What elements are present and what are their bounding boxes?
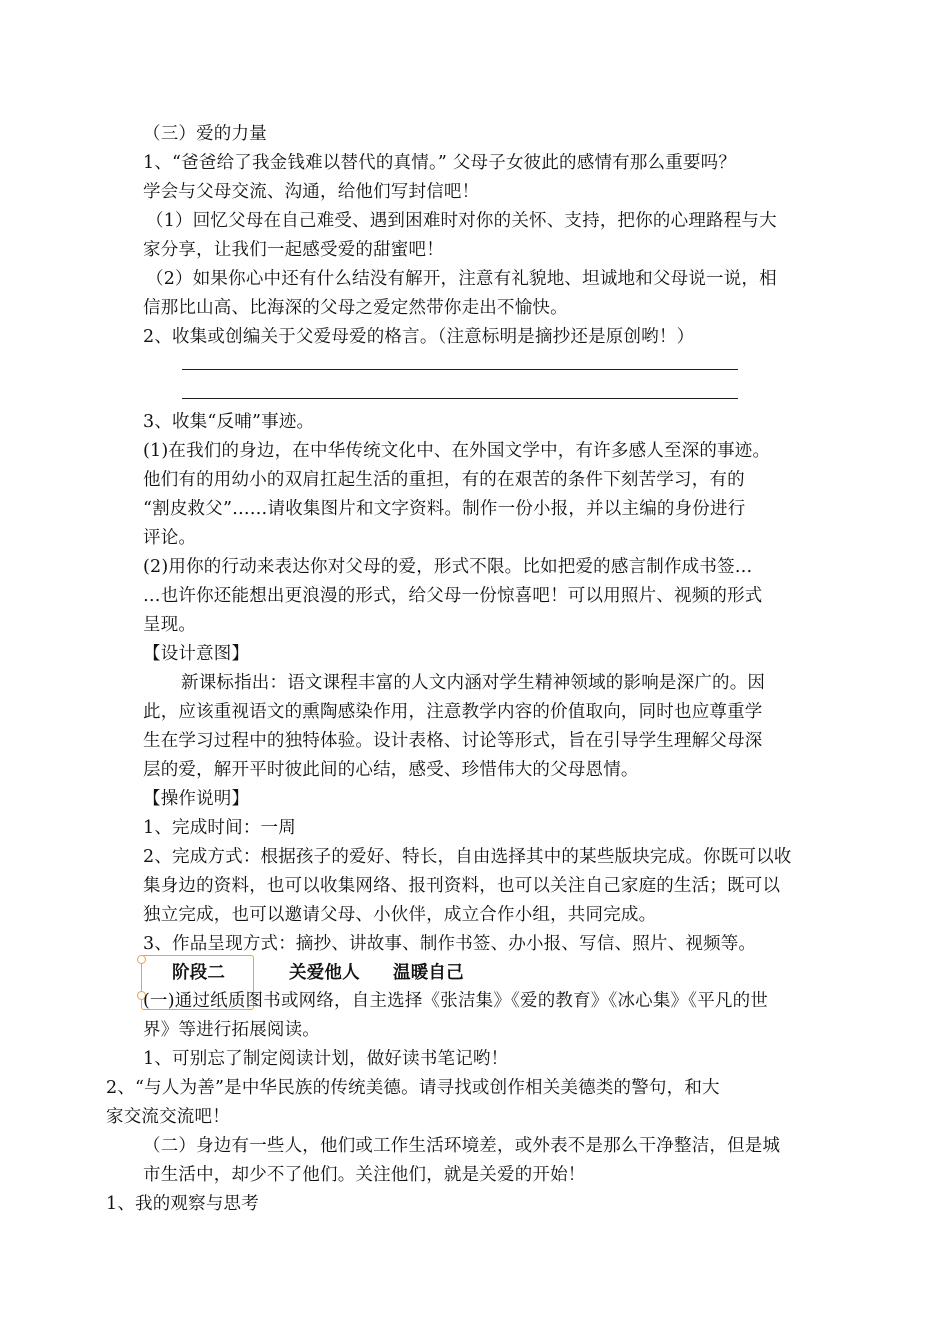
- paragraph-line: (1)在我们的身边，在中华传统文化中、在外国文学中，有许多感人至深的事迹。: [143, 441, 771, 461]
- paragraph-line: 学会与父母交流、沟通，给他们写封信吧！: [143, 182, 480, 202]
- paragraph-line: 2、完成方式：根据孩子的爱好、特长，自由选择其中的某些版块完成。你既可以收: [143, 847, 792, 867]
- paragraph-line: 此，应该重视语文的熏陶感染作用，注意教学内容的价值取向，同时也应尊重学: [143, 702, 763, 722]
- paragraph-line: “割皮救父”……请收集图片和文字资料。制作一份小报，并以主编的身份进行: [143, 499, 746, 519]
- paragraph-line: 层的爱，解开平时彼此间的心结，感受、珍惜伟大的父母恩情。: [143, 760, 639, 780]
- paragraph-line: （2）如果你心中还有什么结没有解开，注意有礼貌地、坦诚地和父母说一说，相: [146, 269, 777, 289]
- paragraph-line: 呈现。: [143, 615, 197, 635]
- paragraph-line: 生在学习过程中的独特体验。设计表格、讨论等形式，旨在引导学生理解父母深: [143, 731, 763, 751]
- paragraph-line: (一)通过纸质图书或网络，自主选择《张洁集》《爱的教育》《冰心集》《平凡的世: [143, 991, 769, 1011]
- paragraph-line: 家交流交流吧！: [106, 1107, 230, 1127]
- design-intent-heading: 【设计意图】: [143, 644, 250, 664]
- instructions-heading: 【操作说明】: [143, 789, 250, 809]
- scroll-curl-top: [137, 955, 146, 964]
- paragraph-line: 独立完成，也可以邀请父母、小伙伴，成立合作小组，共同完成。: [143, 905, 657, 925]
- paragraph-line: 1、我的观察与思考: [106, 1194, 259, 1214]
- answer-line: [182, 369, 738, 370]
- section-heading: （三）爱的力量: [143, 124, 267, 144]
- paragraph-line: 新课标指出：语文课程丰富的人文内涵对学生精神领域的影响是深广的。因: [181, 673, 766, 693]
- paragraph-line: 1、“爸爸给了我金钱难以替代的真情。” 父母子女彼此的感情有那么重要吗？: [143, 153, 737, 173]
- stage-label: 阶段二: [172, 963, 226, 983]
- stage-title-part2: 温暖自己: [393, 963, 464, 983]
- paragraph-line: 他们有的用幼小的双肩扛起生活的重担，有的在艰苦的条件下刻苦学习，有的: [143, 470, 745, 490]
- paragraph-line: 集身边的资料，也可以收集网络、报刊资料，也可以关注自己家庭的生活；既可以: [143, 876, 781, 896]
- paragraph-line: 界》等进行拓展阅读。: [143, 1020, 320, 1040]
- paragraph-line: （1）回忆父母在自己难受、遇到困难时对你的关怀、支持，把你的心理路程与大: [146, 211, 777, 231]
- paragraph-line: 1、完成时间：一周: [143, 818, 296, 838]
- paragraph-line: (2)用你的行动来表达你对父母的爱，形式不限。比如把爱的感言制作成书签…: [143, 557, 753, 577]
- paragraph-line: 2、收集或创编关于父爱母爱的格言。（注意标明是摘抄还是原创哟！）: [143, 327, 695, 347]
- paragraph-line: 1、可别忘了制定阅读计划，做好读书笔记哟！: [143, 1049, 509, 1069]
- paragraph-line: 评论。: [143, 528, 197, 548]
- paragraph-line: …也许你还能想出更浪漫的形式，给父母一份惊喜吧！可以用照片、视频的形式: [143, 586, 763, 606]
- stage-title-part1: 关爱他人: [289, 963, 360, 983]
- paragraph-line: 3、作品呈现方式：摘抄、讲故事、制作书签、办小报、写信、照片、视频等。: [143, 934, 757, 954]
- paragraph-line: 市生活中，却少不了他们。关注他们，就是关爱的开始！: [143, 1165, 586, 1185]
- paragraph-line: 2、“与人为善”是中华民族的传统美德。请寻找或创作相关美德类的警句，和大: [106, 1078, 720, 1098]
- paragraph-line: （二）身边有一些人，他们或工作生活环境差，或外表不是那么干净整洁，但是城: [143, 1136, 781, 1156]
- answer-line: [182, 398, 738, 399]
- paragraph-line: 家分享，让我们一起感受爱的甜蜜吧！: [143, 240, 444, 260]
- paragraph-line: 信那比山高、比海深的父母之爱定然带你走出不愉快。: [143, 298, 568, 318]
- paragraph-line: 3、收集“反哺”事迹。: [143, 412, 315, 432]
